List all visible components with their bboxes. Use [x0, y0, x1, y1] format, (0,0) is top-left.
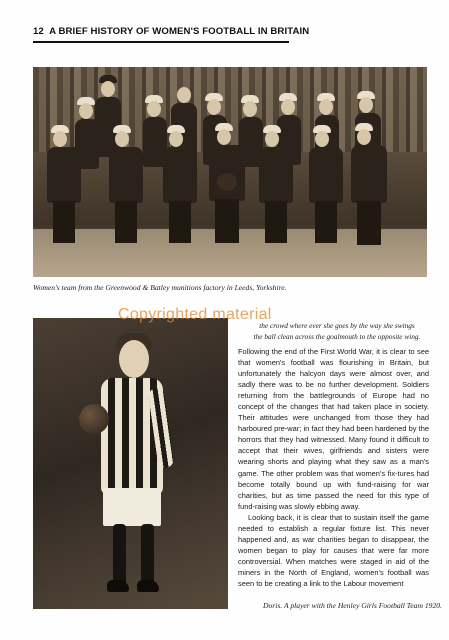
photo-leg [141, 524, 154, 586]
verse-quote [246, 320, 428, 342]
photo-boot [137, 580, 159, 592]
photo-shorts [103, 488, 161, 526]
verse-line: the crowd where ever she goes by the way she swings [259, 321, 415, 330]
page-number: 12 [33, 26, 44, 37]
photo-football [79, 404, 109, 434]
paragraph: Following the end of the First World War, it is clear to see that women's football was flourishing in Britain, but unfortunately the halcyon days were almost over, and sadly there was to be no further development. Soldiers returning from the battlegrounds of Europe had no concept of the changes that had taken place in society. Their attitudes were unchanged from those they had harboured pre-war; in fact they had been hardened by the horrors that they had witnessed. Many found it difficult to accept that their wives, girlfriends and sisters were wearing shorts and playing what they saw as a man's game. The other problem was that women's fix-tures had become totally bound up with fund-raising for war charities, but as time passed the need for this type of fund-raising was slowly ebbing away. [238, 347, 429, 511]
copyright-watermark: Copyrighted material [118, 306, 272, 323]
header-rule [33, 41, 289, 43]
body-text [238, 346, 429, 589]
photo-boot [107, 580, 129, 592]
photo-leg [113, 524, 126, 586]
team-photograph [33, 67, 427, 277]
doris-photograph [33, 318, 228, 609]
figure-caption-team: Women's team from the Greenwood & Batley munitions factory in Leeds, Yorkshire. [33, 283, 287, 292]
paragraph: Looking back, it is clear that to sustain itself the game needed to establish a regular fixture list. This never happened and, as war charities began to disappear, the women began to play for causes that were far more controversial. When matches were staged in aid of the miners in the North of England, women's football was seen to be creating a link to the Labour movement [238, 512, 429, 588]
photo-player-head [119, 340, 149, 378]
book-title: A BRIEF HISTORY OF WOMEN'S FOOTBALL IN BRITAIN [49, 26, 310, 37]
verse-line: the ball clean across the goalmouth to the opposite wing. [253, 332, 421, 341]
running-header [33, 26, 310, 37]
figure-caption-doris: Doris. A player with the Henley Girls Football Team 1920. [263, 601, 442, 610]
